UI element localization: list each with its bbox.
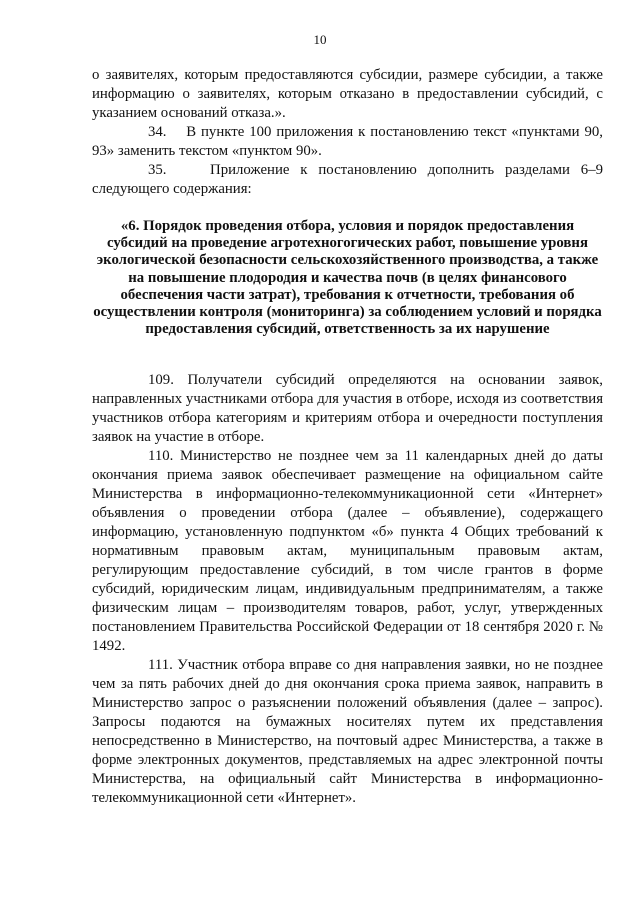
paragraph-item-109: 109. Получатели субсидий определяются на основании заявок, направленных участниками отбора для участия в отборе, исходя из соответствия участников отбора категориям и критериям отбора и очередности поступления заявок на участие в отборе.: [92, 372, 603, 446]
paragraph-item-111: 111. Участник отбора вправе со дня направления заявки, но не позднее чем за пять рабочих дней до дня окончания срока приема заявок, направить в Министерство запрос о разъяснении положений объявления (далее – запрос). Запросы подаются на бумажных носителях путем их представления непосредственно в Министерство, на почтовый адрес Министерства, а также в форме электронных документов, представляемых на адрес электронной почты Министерства, на официальный сайт Министерства в информационно-телекоммуникационной сети «Интернет».: [92, 657, 603, 807]
section-heading: «6. Порядок проведения отбора, условия и порядок предоставления субсидий на проведение агротехногогических работ, повышение уровня экологической безопасности сельскохозяйственного производства, а также на повышение плодородия и качества почв (в целях финансового обеспечения части затрат), требования к отчетности, требования об осуществлении контроля (мониторинга) за соблюдением условий и порядка предоставления субсидий, ответственность за их нарушение: [93, 218, 602, 338]
page-number: 10: [313, 32, 327, 47]
paragraph-item-34: 34. В пункте 100 приложения к постановлению текст «пунктами 90, 93» заменить текстом «пунктом 90».: [92, 124, 603, 159]
paragraph-item-35: 35. Приложение к постановлению дополнить разделами 6–9 следующего содержания:: [92, 162, 603, 197]
spacer: [92, 357, 603, 371]
paragraph-item-110: 110. Министерство не позднее чем за 11 календарных дней до даты окончания приема заявок обеспечивает размещение на официальном сайте Министерства в информационно-телекоммуникационной сети «Интернет» объявления о проведении отбора (далее – объявление), содержащего информацию, установленную подпунктом «б» пункта 4 Общих требований к нормативным правовым актам, муниципальным правовым актам, регулирующим предоставление субсидий, в том числе грантов в форме субсидий, юридическим лицам, индивидуальным предпринимателям, а также физическим лицам – производителям товаров, работ, услуг, утвержденных постановлением Правительства Российской Федерации от 18 сентября 2020 г. № 1492.: [92, 448, 603, 655]
paragraph-continuation: о заявителях, которым предоставляются субсидии, размере субсидии, а также информацию о заявителях, которым отказано в предоставлении субсидий, с указанием оснований отказа.».: [92, 67, 603, 121]
document-body: [92, 66, 603, 808]
